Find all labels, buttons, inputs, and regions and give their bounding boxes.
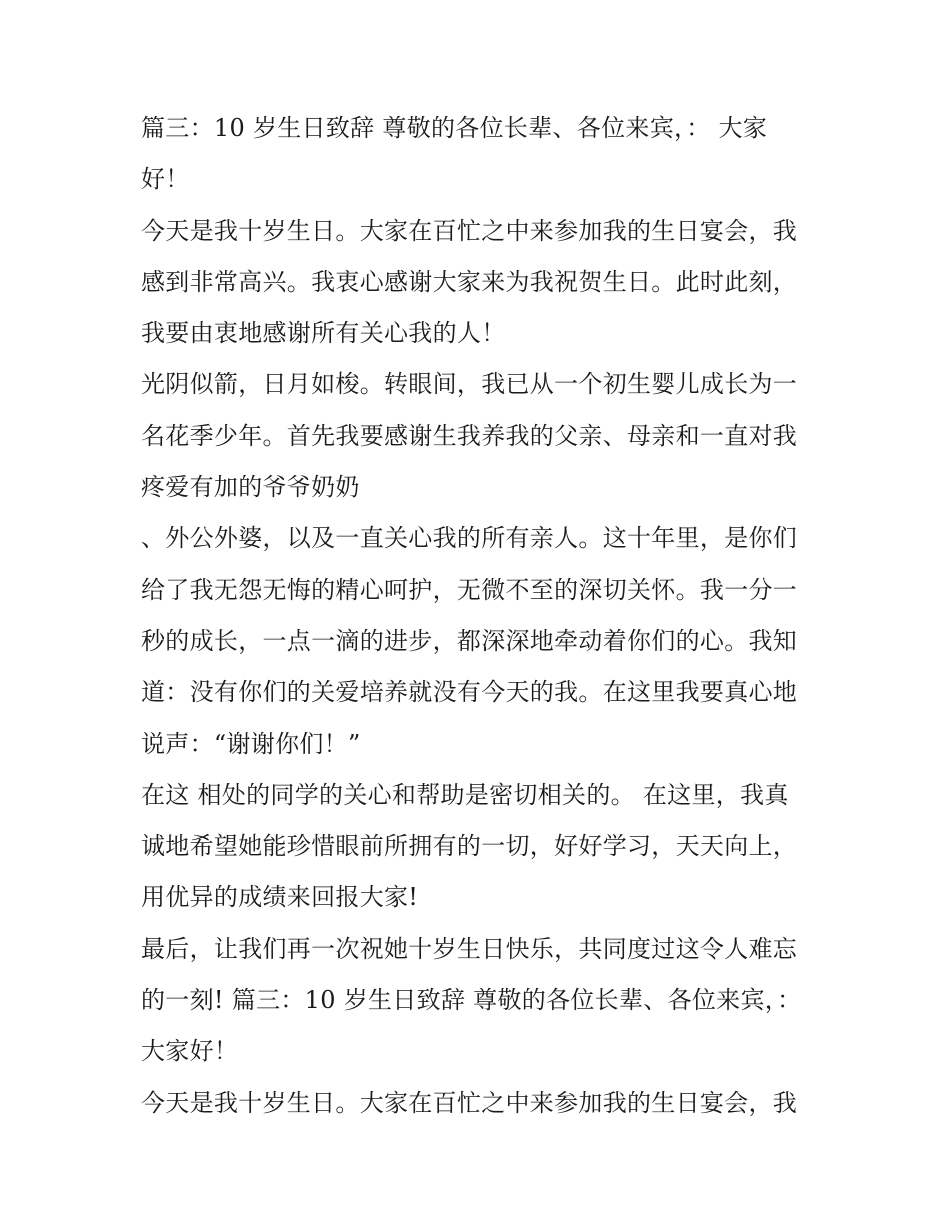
text-line: 今天是我十岁生日。大家在百忙之中来参加我的生日宴会，我: [141, 216, 798, 245]
text-line: 感到非常高兴。我衷心感谢大家来为我祝贺生日。此时此刻，: [141, 267, 798, 296]
text-line: 、外公外婆，以及一直关心我的所有亲人。这十年里，是你们: [141, 524, 798, 553]
text-line: 诚地希望她能珍惜眼前所拥有的一切，好好学习，天天向上，: [141, 832, 798, 861]
text-line: 疼爱有加的爷爷奶奶: [141, 473, 360, 502]
text-line: 用优异的成绩来回报大家!: [141, 883, 419, 912]
text-line: 好！: [141, 165, 190, 194]
text-line: 我要由衷地感谢所有关心我的人！: [141, 319, 506, 348]
text-line: 道：没有你们的关爱培养就没有今天的我。在这里我要真心地: [141, 678, 798, 707]
text-line: 给了我无怨无悔的精心呵护，无微不至的深切关怀。我一分一: [141, 575, 798, 604]
text-line: 的一刻! 篇三：10 岁生日致辞 尊敬的各位长辈、各位来宾，：: [141, 986, 802, 1015]
text-line: 今天是我十岁生日。大家在百忙之中来参加我的生日宴会，我: [141, 1088, 798, 1117]
text-line: 光阴似箭，日月如梭。转眼间，我已从一个初生婴儿成长为一: [141, 370, 798, 399]
text-line: 秒的成长，一点一滴的进步，都深深地牵动着你们的心。我知: [141, 626, 798, 655]
text-line: 最后，让我们再一次祝她十岁生日快乐，共同度过这令人难忘: [141, 934, 798, 963]
document-body: [141, 103, 821, 1129]
text-line: 大家好！: [141, 1037, 239, 1066]
text-line: 在这 相处的同学的关心和帮助是密切相关的。 在这里，我真: [141, 780, 789, 809]
text-line: 说声：“谢谢你们！”: [141, 729, 361, 758]
text-line: 篇三：10 岁生日致辞 尊敬的各位长辈、各位来宾，： 大家: [141, 114, 768, 142]
text-line: 名花季少年。首先我要感谢生我养我的父亲、母亲和一直对我: [141, 421, 798, 450]
